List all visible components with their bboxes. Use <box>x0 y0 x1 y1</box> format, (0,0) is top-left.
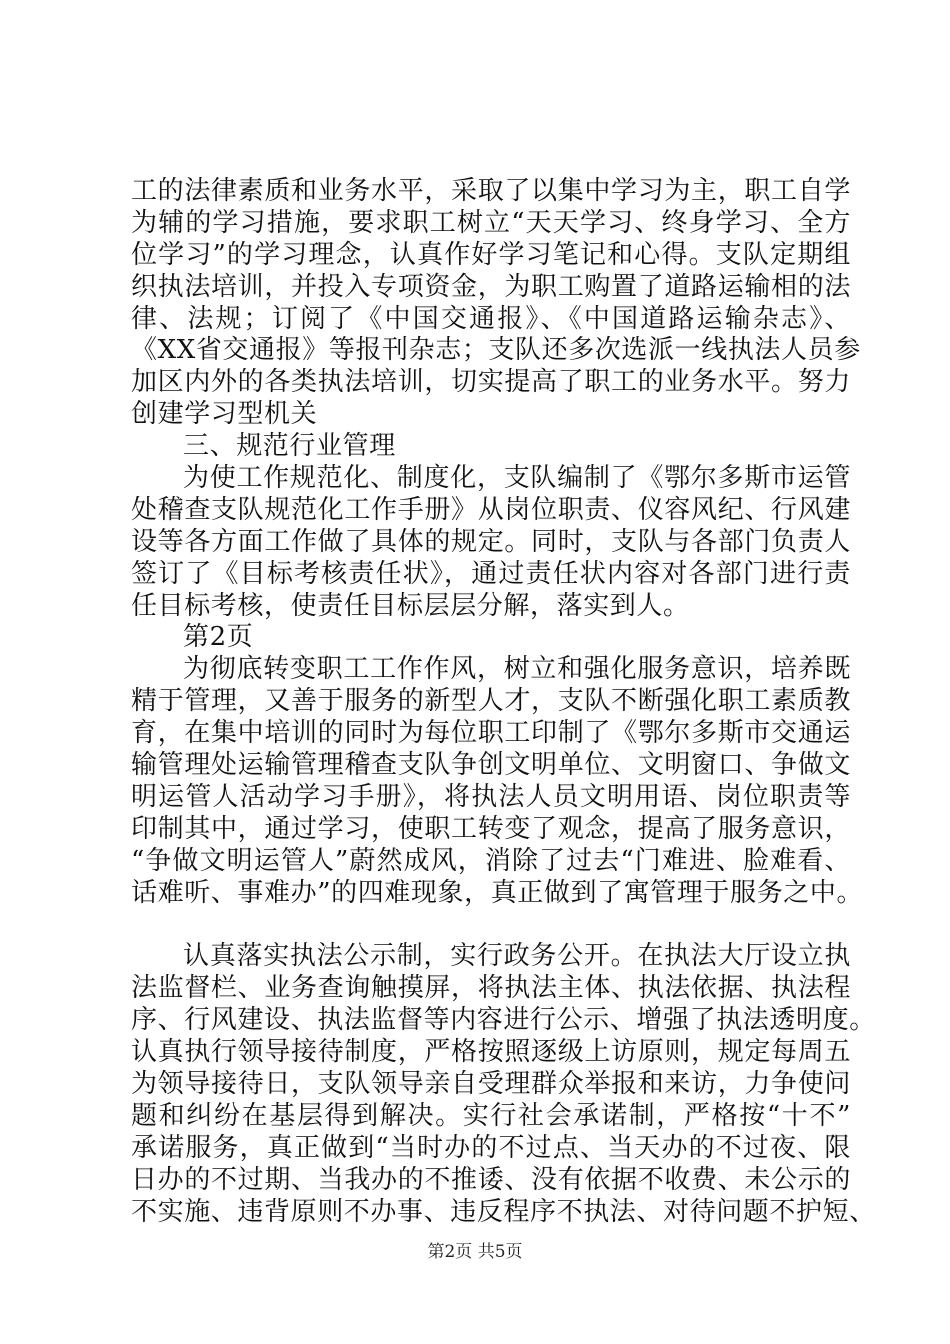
text-line: 为领导接待日，支队领导亲自受理群众举报和来访，力争使问 <box>131 1069 851 1100</box>
text-line: 加区内外的各类执法培训，切实提高了职工的业务水平。努力 <box>131 367 851 398</box>
text-line: 印制其中，通过学习，使职工转变了观念，提高了服务意识， <box>131 813 851 844</box>
paragraph-gap <box>131 909 851 941</box>
text-line: 《XX省交通报》等报刊杂志；支队还多次选派一线执法人员参 <box>131 335 861 366</box>
text-line: 明运管人活动学习手册》，将执法人员文明用语、岗位职责等 <box>131 781 851 812</box>
text-line: 处稽查支队规范化工作手册》从岗位职责、仪容风纪、行风建 <box>131 494 851 525</box>
text-line: 为使工作规范化、制度化，支队编制了《鄂尔多斯市运管 <box>183 463 851 494</box>
text-line: 认真执行领导接待制度，严格按照逐级上访原则，规定每周五 <box>131 1037 851 1068</box>
text-line: 日办的不过期、当我办的不推诿、没有依据不收费、未公示的 <box>131 1164 851 1195</box>
text-line: 为彻底转变职工工作作风，树立和强化服务意识，培养既 <box>183 654 851 685</box>
text-line: 不实施、违背原则不办事、违反程序不执法、对待问题不护短、 <box>131 1196 876 1227</box>
text-line: 位学习”的学习理念，认真作好学习笔记和心得。支队定期组 <box>131 239 851 270</box>
text-line: 认真落实执法公示制，实行政务公开。在执法大厅设立执 <box>183 941 851 972</box>
text-line: 话难听、事难办”的四难现象，真正做到了寓管理于服务之中。 <box>131 877 864 908</box>
text-line: “争做文明运管人”蔚然成风，消除了过去“门难进、脸难看、 <box>131 845 851 876</box>
text-line: 签订了《目标考核责任状》，通过责任状内容对各部门进行责 <box>131 558 851 589</box>
text-line: 工的法律素质和业务水平，采取了以集中学习为主，职工自学 <box>131 176 851 206</box>
text-line: 创建学习型机关 <box>131 399 318 430</box>
text-line: 设等各方面工作做了具体的规定。同时，支队与各部门负责人 <box>131 526 851 557</box>
text-line: 任目标考核，使责任目标层层分解，落实到人。 <box>131 590 690 621</box>
text-line: 题和纠纷在基层得到解决。实行社会承诺制，严格按“十不” <box>131 1100 851 1131</box>
text-line: 承诺服务，真正做到“当时办的不过点、当天办的不过夜、限 <box>131 1132 851 1163</box>
page-footer: 第2页 共5页 <box>427 1242 523 1262</box>
text-line: 精于管理，又善于服务的新型人才，支队不断强化职工素质教 <box>131 686 851 717</box>
inline-page-marker: 第2页 <box>183 622 254 653</box>
text-line: 为辅的学习措施，要求职工树立“天天学习、终身学习、全方 <box>131 207 851 238</box>
text-line: 织执法培训，并投入专项资金，为职工购置了道路运输相的法 <box>131 271 851 302</box>
text-line: 律、法规；订阅了《中国交通报》、《中国道路运输杂志》、 <box>131 303 851 334</box>
body-text <box>131 176 876 1229</box>
text-line: 序、行风建设、执法监督等内容进行公示、增强了执法透明度。 <box>131 1005 876 1036</box>
section-heading: 三、规范行业管理 <box>183 431 396 462</box>
text-line: 法监督栏、业务查询触摸屏，将执法主体、执法依据、执法程 <box>131 973 851 1004</box>
text-line: 育，在集中培训的同时为每位职工印制了《鄂尔多斯市交通运 <box>131 718 851 749</box>
text-line: 输管理处运输管理稽查支队争创文明单位、文明窗口、争做文 <box>131 750 851 781</box>
